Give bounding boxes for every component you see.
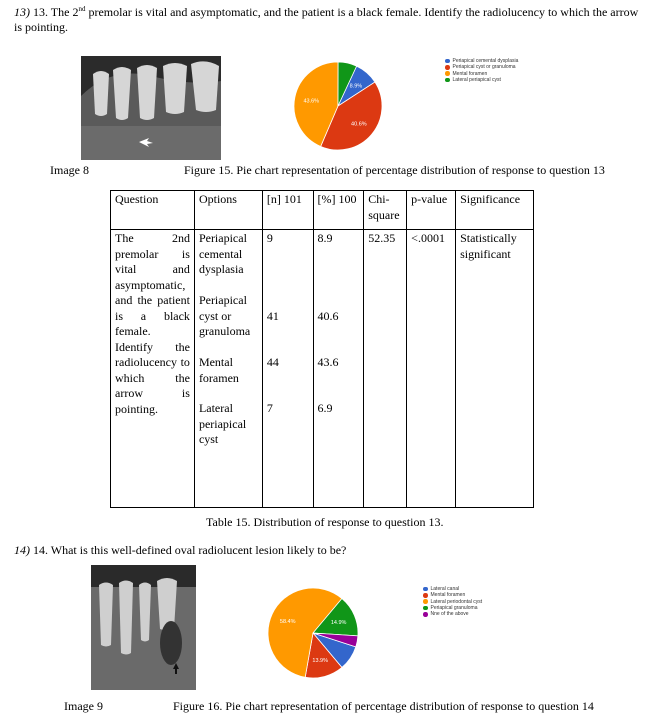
table-15-body-row xyxy=(111,230,534,508)
pie16-legend-swatch-0 xyxy=(423,587,428,592)
pie16-legend-label-0: Lateral canal xyxy=(430,586,460,592)
n-cell-0: 9 xyxy=(266,231,273,245)
pie16-legend-swatch-4 xyxy=(423,612,428,617)
pie15-legend-swatch-2 xyxy=(445,71,450,76)
pie16-legend-label-4: Nne of the above xyxy=(430,611,469,618)
table-header-chi-square: Chi-square xyxy=(364,191,407,230)
table-15-caption: Table 15. Distribution of response to question 13. xyxy=(206,515,444,529)
table-p-value-cell: <.0001 xyxy=(407,230,456,508)
pie16-legend-swatch-2 xyxy=(423,599,428,604)
table-header-n: [n] 101 xyxy=(262,191,313,230)
percent-cell-1: 40.6 xyxy=(317,309,339,323)
image-9-label: Image 9 xyxy=(64,699,103,713)
figure-16-pie-chart xyxy=(265,585,361,681)
pie16-legend-item-4 xyxy=(423,611,482,617)
pie15-legend-swatch-3 xyxy=(445,78,450,83)
pie16-legend-swatch-3 xyxy=(423,606,428,611)
table-significance-cell: Statistically significant xyxy=(456,230,534,508)
image-8-label: Image 8 xyxy=(50,163,89,177)
question-13-number: 13) xyxy=(14,5,30,19)
question-14-text: 14. What is this well-defined oval radiolucent lesion likely to be? xyxy=(33,543,347,557)
option-cell-1: Periapical cyst or granuloma xyxy=(198,293,251,338)
pie15-legend-label-2: Mental foramen xyxy=(452,70,488,77)
radiograph-9-drawing xyxy=(91,565,196,690)
table-n-cell xyxy=(262,230,313,508)
table-header-percent: [%] 100 xyxy=(313,191,364,230)
pie15-legend-label-1: Periapical cyst or granuloma xyxy=(452,64,516,71)
figure-16-caption: Figure 16. Pie chart representation of percentage distribution of response to question 14 xyxy=(173,699,594,713)
pie16-slice-label-2: 58.4% xyxy=(279,619,296,626)
n-cell-2: 44 xyxy=(266,355,279,369)
pie16-legend-label-2: Lateral periodontal cyst xyxy=(430,598,483,605)
pie16-legend-label-3: Periapical granuloma xyxy=(430,604,478,611)
table-header-options: Options xyxy=(194,191,262,230)
question-13 xyxy=(14,2,644,35)
pie15-legend-item-3 xyxy=(445,77,518,83)
n-cell-3: 7 xyxy=(266,401,273,415)
question-13-text-end: premolar is vital and asymptomatic, and the patient is a black female. Identify the radiolucency to which the arrow is pointing. xyxy=(14,5,639,34)
table-15-header-row xyxy=(111,191,534,230)
table-options-cell xyxy=(194,230,262,508)
pie15-slice-label-2: 43.6% xyxy=(303,98,320,105)
pie-15-slices xyxy=(294,62,382,150)
question-13-sup: nd xyxy=(78,5,86,13)
radiograph-image-9 xyxy=(91,565,196,690)
figure-16-legend xyxy=(423,586,482,617)
pie15-slice-label-0: 8.9% xyxy=(349,83,363,90)
pie16-slice-label-3: 14.9% xyxy=(330,620,347,627)
option-cell-3: Lateral periapical cyst xyxy=(198,401,247,446)
figure-15-caption: Figure 15. Pie chart representation of percentage distribution of response to question 13 xyxy=(184,163,605,177)
figure-15-pie-chart xyxy=(290,58,386,154)
radiograph-image-8 xyxy=(81,56,221,160)
pie15-legend-label-3: Lateral periapical cyst xyxy=(452,76,501,83)
percent-cell-0: 8.9 xyxy=(317,231,333,245)
table-15 xyxy=(110,190,534,508)
pie15-legend-swatch-0 xyxy=(445,59,450,64)
figure-15-legend xyxy=(445,58,518,83)
pie15-legend-swatch-1 xyxy=(445,65,450,70)
question-13-text-start: 13. The 2 xyxy=(33,5,79,19)
pie15-slice-label-1: 40.6% xyxy=(351,121,367,128)
table-header-question: Question xyxy=(111,191,195,230)
pie15-legend-label-0: Periapical cemental dysplasia xyxy=(452,58,519,64)
question-14-number: 14) xyxy=(14,543,30,557)
radiograph-8-drawing xyxy=(81,56,221,160)
n-cell-1: 41 xyxy=(266,309,279,323)
option-cell-2: Mental foramen xyxy=(198,355,239,385)
pie16-slice-label-1: 13.9% xyxy=(312,657,329,664)
pie16-legend-label-1: Mental foramen xyxy=(430,592,466,599)
percent-cell-3: 6.9 xyxy=(317,401,333,415)
option-cell-0: Periapical cemental dysplasia xyxy=(198,231,247,276)
table-question-cell: The 2nd premolar is vital and asymptomatic, and the patient is a black female. Identify the radiolucency to which the arrow is pointing. xyxy=(111,230,195,508)
pie16-legend-swatch-1 xyxy=(423,593,428,598)
table-chi-square-cell: 52.35 xyxy=(364,230,407,508)
table-header-p-value: p-value xyxy=(407,191,456,230)
question-14 xyxy=(14,543,346,558)
table-header-significance: Significance xyxy=(456,191,534,230)
percent-cell-2: 43.6 xyxy=(317,355,339,369)
pie-16-slices xyxy=(268,588,358,678)
table-percent-cell xyxy=(313,230,364,508)
